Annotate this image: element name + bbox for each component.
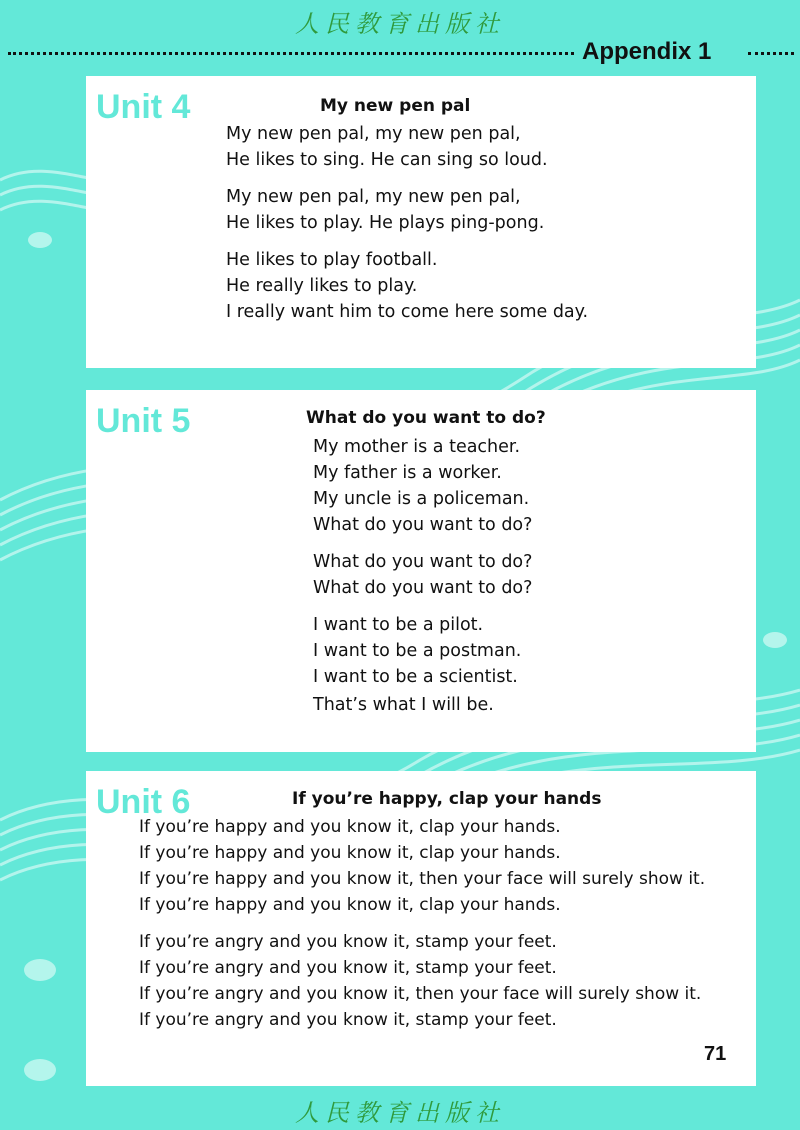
unit-5-stanza-3	[313, 612, 521, 718]
unit-5-stanza-1	[313, 434, 532, 538]
unit-5-panel	[86, 390, 756, 752]
lyric-line: If you’re angry and you know it, stamp your feet.	[139, 1010, 557, 1030]
unit-4-stanza-2	[226, 184, 544, 236]
lyric-line: I want to be a postman.	[313, 641, 522, 661]
lyric-line: If you’re happy and you know it, clap your hands.	[139, 895, 561, 915]
unit-4-song-title: My new pen pal	[320, 96, 471, 116]
lyric-line: What do you want to do?	[313, 578, 533, 598]
lyric-line: If you’re angry and you know it, then your face will surely show it.	[139, 984, 702, 1004]
lyric-line: If you’re happy and you know it, clap your hands.	[139, 843, 561, 863]
unit-5-heading: Unit 5	[96, 402, 191, 440]
lyric-line: I want to be a pilot.	[313, 615, 484, 635]
lyric-line: My father is a worker.	[313, 463, 502, 483]
unit-6-panel	[86, 771, 756, 1086]
lyric-line: I really want him to come here some day.	[226, 302, 589, 322]
lyric-line: He really likes to play.	[226, 276, 418, 296]
unit-6-heading: Unit 6	[96, 783, 191, 821]
unit-5-stanza-2	[313, 549, 532, 601]
lyric-line: My uncle is a policeman.	[313, 489, 530, 509]
lyric-line: My new pen pal, my new pen pal,	[226, 124, 521, 144]
publisher-watermark-bottom: 人民教育出版社	[295, 1099, 505, 1127]
lyric-line: He likes to play football.	[226, 250, 438, 270]
lyric-line: If you’re angry and you know it, stamp your feet.	[139, 932, 557, 952]
lyric-line: I want to be a scientist.	[313, 667, 518, 687]
unit-6-stanza-1	[139, 814, 705, 918]
lyric-line: If you’re happy and you know it, clap your hands.	[139, 817, 561, 837]
lyric-line: If you’re happy and you know it, then your face will surely show it.	[139, 869, 706, 889]
lyric-line: If you’re angry and you know it, stamp your feet.	[139, 958, 557, 978]
unit-4-panel	[86, 76, 756, 368]
page-number: 71	[704, 1043, 727, 1065]
unit-5-song-title: What do you want to do?	[306, 408, 546, 428]
dotted-divider-right	[748, 52, 794, 55]
lyric-line: That’s what I will be.	[313, 695, 494, 715]
unit-4-stanza-3	[226, 247, 588, 325]
lyric-line: What do you want to do?	[313, 515, 533, 535]
unit-4-heading: Unit 4	[96, 88, 191, 126]
publisher-watermark-top: 人民教育出版社	[295, 10, 505, 38]
unit-6-song-title: If you’re happy, clap your hands	[292, 789, 602, 809]
lyric-line: What do you want to do?	[313, 552, 533, 572]
unit-4-stanza-1	[226, 121, 548, 173]
lyric-line: He likes to sing. He can sing so loud.	[226, 150, 548, 170]
unit-6-stanza-2	[139, 929, 701, 1033]
lyric-line: He likes to play. He plays ping-pong.	[226, 213, 545, 233]
appendix-label: Appendix 1	[582, 38, 712, 65]
dotted-divider-left	[8, 52, 574, 55]
lyric-line: My mother is a teacher.	[313, 437, 521, 457]
lyric-line: My new pen pal, my new pen pal,	[226, 187, 521, 207]
